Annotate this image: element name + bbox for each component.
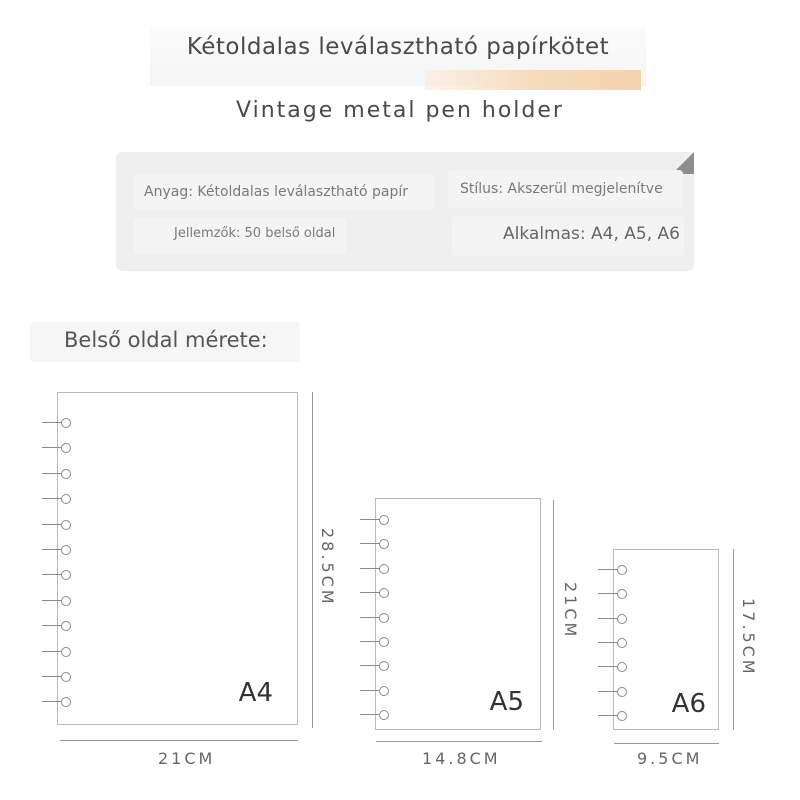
a4-height-line xyxy=(312,392,313,728)
a4-width-label: 21CM xyxy=(158,749,216,768)
a6-size-tag: A6 xyxy=(671,689,706,719)
a6-width-line xyxy=(614,743,719,744)
a5-width-line xyxy=(376,741,542,742)
sheet-a6 xyxy=(613,549,719,730)
spec-material: Anyag: Kétoldalas leválasztható papír xyxy=(144,184,409,200)
a5-height-label: 21CM xyxy=(561,582,580,640)
a6-width-label: 9.5CM xyxy=(637,749,703,768)
sheet-a4 xyxy=(57,392,298,725)
page-title: Kétoldalas leválasztható papírkötet xyxy=(186,34,610,60)
a5-size-tag: A5 xyxy=(489,687,524,717)
sheet-a5 xyxy=(375,498,541,730)
a6-height-line xyxy=(733,549,734,730)
title-accent-stripe xyxy=(425,70,641,90)
a5-width-label: 14.8CM xyxy=(422,749,501,768)
spec-features: Jellemzők: 50 belső oldal xyxy=(174,226,336,241)
a6-height-label: 17.5CM xyxy=(739,598,758,677)
a4-width-line xyxy=(60,740,298,741)
section-label: Belső oldal mérete: xyxy=(64,328,268,352)
a5-height-line xyxy=(553,500,554,730)
a4-height-label: 28.5CM xyxy=(318,528,337,607)
spec-style: Stílus: Akszerül megjelenítve xyxy=(460,181,663,197)
page-subtitle: Vintage metal pen holder xyxy=(236,98,564,123)
spec-applicable: Alkalmas: A4, A5, A6 xyxy=(503,224,680,244)
a4-size-tag: A4 xyxy=(238,678,273,708)
